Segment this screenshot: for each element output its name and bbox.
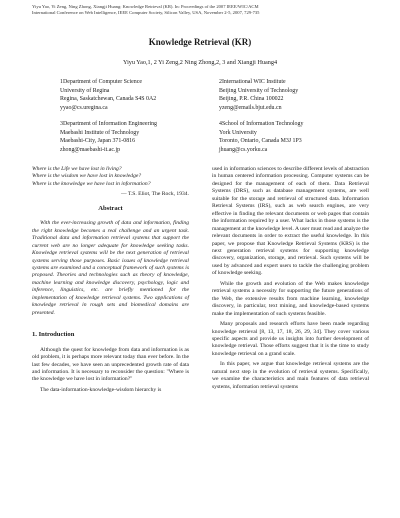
epigraph-line: Where is the Life we have lost in living? — [32, 166, 122, 172]
affiliation-org: Beijing University of Technology — [219, 87, 299, 94]
left-column — [32, 166, 189, 397]
epigraph-citation: — T.S. Eliot, The Rock, 1934. — [120, 191, 189, 198]
right-column — [212, 166, 369, 394]
body-paragraph: The data-information-knowledge-wisdom hierarchy is — [40, 386, 162, 393]
citation-line: International Conference on Web Intelligence, IEEE Computer Society, Silicon Valley, USA, November 2-5, 2007, 729-735 — [32, 9, 260, 15]
affiliation-address: Maebashi-City, Japan 371-0816 — [60, 138, 136, 145]
affiliation-4 — [219, 120, 303, 155]
affiliation-dept: 1Department of Computer Science — [60, 79, 142, 85]
affiliation-email: yyao@cs.uregina.ca — [60, 105, 108, 112]
body-paragraph: Although the quest for knowledge from data and information is as old problem, it is perhaps more relevant today than ever before. In the last few decades, we have seen an unprecedented growth rate of data and information. It is necessary to reconsider the question: "Where is the knowledge we have lost in information?" — [32, 346, 189, 383]
section-heading-introduction: 1. Introduction — [32, 331, 75, 339]
affiliation-email: zhong@maebashi-it.ac.jp — [60, 147, 121, 154]
body-paragraph: used in information sciences to describe different levels of abstraction in human centered information processing. Computer systems can be designed for the management of each of them. Data Retrieval Systems (DRS), such as database management systems, are well suitable for the storage and retrieval of structured data. Information Retrieval Systems (IRS), such as web search engines, are very effective in finding the relevant documents or web pages that contain the information required by a user. What lacks in those systems is the management at the knowledge level. A user must read and analyze the relevant documents in order to extract the useful knowledge. In this paper, we propose that Knowledge Retrieval Systems (KRS) is the next generation retrieval systems for supporting knowledge discovery, organization, storage, and retrieval. Such systems will be used by advanced and expert users to tackle the challenging problem of knowledge seeking. — [212, 166, 369, 277]
affiliation-email: jhuang@cs.yorku.ca — [219, 147, 268, 154]
author-list: Yiyu Yao,1, 2 Yi Zeng,2 Ning Zhong,2, 3 and Xiangji Huang4 — [122, 59, 278, 66]
citation-header — [32, 4, 372, 15]
epigraph-line: Where is the wisdom we have lost in knowledge? — [32, 173, 142, 180]
epigraph-line: Where is the knowledge we have lost in information? — [32, 180, 151, 187]
affiliation-email: yzeng@emails.bjut.edu.cn — [219, 105, 282, 112]
body-paragraph: Many proposals and research efforts have been made regarding knowledge retrieval [8, 13, 17, 18, 26, 29, 34]. They cover various specific aspects and provide us insights into further development of knowledge retrieval. Those efforts suggest that it is the time to study knowledge retrieval on a grand scale. — [212, 321, 369, 357]
affiliation-dept: 3Department of Information Engineering — [60, 121, 157, 127]
paper-title: Knowledge Retrieval (KR) — [148, 37, 252, 47]
abstract-text: With the ever-increasing growth of data and information, finding the right knowledge becomes a real challenge and an urgent task. Traditional data and information retrieval systems that support the current web are no longer adequate for knowledge seeking tasks. Knowledge retrieval systems will be the next generation of retrieval systems serving those purposes. Basic issues of knowledge retrieval systems are examined and a conceptual framework of such systems is proposed. Theories and technologies such as theory of knowledge, machine learning and knowledge discovery, psychology, logic and inference, linguistics, etc. are briefly mentioned for the implementation of knowledge retrieval systems. Two applications of knowledge retrieval in rough sets and biomedical domains are presented. — [32, 220, 189, 316]
body-paragraph: In this paper, we argue that knowledge retrieval systems are the natural next step in the evolution of retrieval systems. Specifically, we examine the characteristics and main features of data retrieval systems, information retrieval systems — [212, 361, 369, 390]
affiliation-org: York University — [219, 129, 257, 136]
affiliation-1 — [60, 78, 156, 113]
affiliation-address: Toronto, Ontario, Canada M3J 1P3 — [219, 138, 302, 145]
affiliation-org: Maebashi Institute of Technology — [60, 129, 140, 136]
citation-line: Yiyu Yao, Yi Zeng, Ning Zhong, Xiangji Huang: Knowledge Retrieval (KR). In: Proceedings of the 2007 IEEE/WIC/ACM — [32, 4, 259, 9]
body-paragraph: While the growth and evolution of the Web makes knowledge retrieval systems a necessity for supporting the future generations of the Web, the extensive results from machine learning, knowledge discovery, in particular, text mining, and knowledge-based systems make the implementation of such systems feasible. — [212, 280, 369, 317]
affiliation-2 — [219, 78, 298, 113]
abstract-heading: Abstract — [98, 204, 123, 212]
affiliation-org: University of Regina — [60, 87, 110, 94]
affiliation-3 — [60, 120, 157, 155]
affiliation-dept: 2International WIC Institute — [219, 79, 286, 85]
affiliation-address: Regina, Saskatchewan, Canada S4S 0A2 — [60, 96, 157, 103]
affiliation-dept: 4School of Information Technology — [219, 121, 304, 127]
affiliation-address: Beijing, P.R. China 100022 — [219, 96, 284, 103]
